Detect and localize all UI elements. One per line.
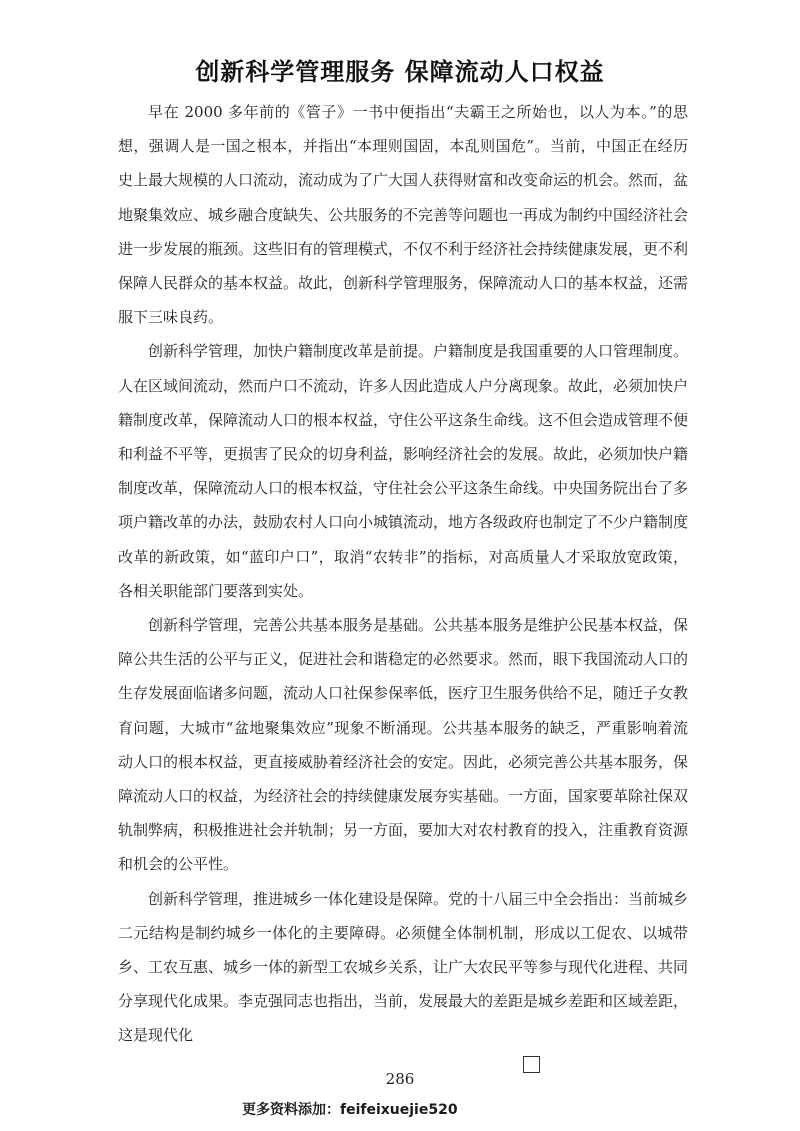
paragraph-3: 创新科学管理，完善公共基本服务是基础。公共基本服务是维护公民基本权益，保障公共生活的公平与正义，促进社会和谐稳定的必然要求。然而，眼下我国流动人口的生存发展面临诸多问题，流动人口社保参保率低，医疗卫生服务供给不足，随迁子女教育问题，大城市“盆地聚集效应”现象不断涌现。公共基本服务的缺乏，严重影响着流动人口的根本权益，更直接威胁着经济社会的安定。因此，必须完善公共基本服务，保障流动人口的权益，为经济社会的持续健康发展夯实基础。一方面，国家要革除社保双轨制弊病，积极推进社会并轨制；另一方面，要加大对农村教育的投入，注重教育资源和机会的公平性。 bbox=[118, 616, 689, 874]
paragraph-1: 早在 2000 多年前的《管子》一书中便指出“夫霸王之所始也，以人为本。”的思想，强调人是一国之根本，并指出“本理则国固，本乱则国危”。当前，中国正在经历史上最大规模的人口流动，流动成为了广大国人获得财富和改变命运的机会。然而，盆地聚集效应、城乡融合度缺失、公共服务的不完善等问题也一再成为制约中国经济社会进一步发展的瓶颈。这些旧有的管理模式，不仅不利于经济社会持续健康发展，更不利保障人民群众的基本权益。故此，创新科学管理服务，保障流动人口的基本权益，还需服下三味良药。 bbox=[118, 103, 689, 327]
page-number: 286 bbox=[385, 1070, 415, 1088]
paragraph-4: 创新科学管理，推进城乡一体化建设是保障。党的十八届三中全会指出：当前城乡二元结构是制约城乡一体化的主要障碍。必须健全体制机制，形成以工促农、以城带乡、工农互惠、城乡一体的新型工农城乡关系，让广大农民平等参与现代化进程、共同分享现代化成果。李克强同志也指出，当前，发展最大的差距是城乡差距和区域差距，这是现代化 bbox=[118, 889, 689, 1045]
body-text bbox=[118, 95, 688, 1053]
paragraph-2: 创新科学管理，加快户籍制度改革是前提。户籍制度是我国重要的人口管理制度。人在区域间流动，然而户口不流动，许多人因此造成人户分离现象。故此，必须加快户籍制度改革，保障流动人口的根本权益，守住公平这条生命线。这不但会造成管理不便和利益不平等，更损害了民众的切身利益，影响经济社会的发展。故此，必须加快户籍制度改革，保障流动人口的根本权益，守住社会公平这条生命线。中央国务院出台了多项户籍改革的办法，鼓励农村人口向小城镇流动，地方各级政府也制定了不少户籍制度改革的新政策，如“蓝印户口”，取消“农转非”的指标，对高质量人才采取放宽政策，各相关职能部门要落到实处。 bbox=[118, 342, 689, 600]
page-title: 创新科学管理服务 保障流动人口权益 bbox=[195, 58, 605, 86]
footer-note: 更多资料添加：feifeixuejie520 bbox=[242, 1102, 458, 1118]
